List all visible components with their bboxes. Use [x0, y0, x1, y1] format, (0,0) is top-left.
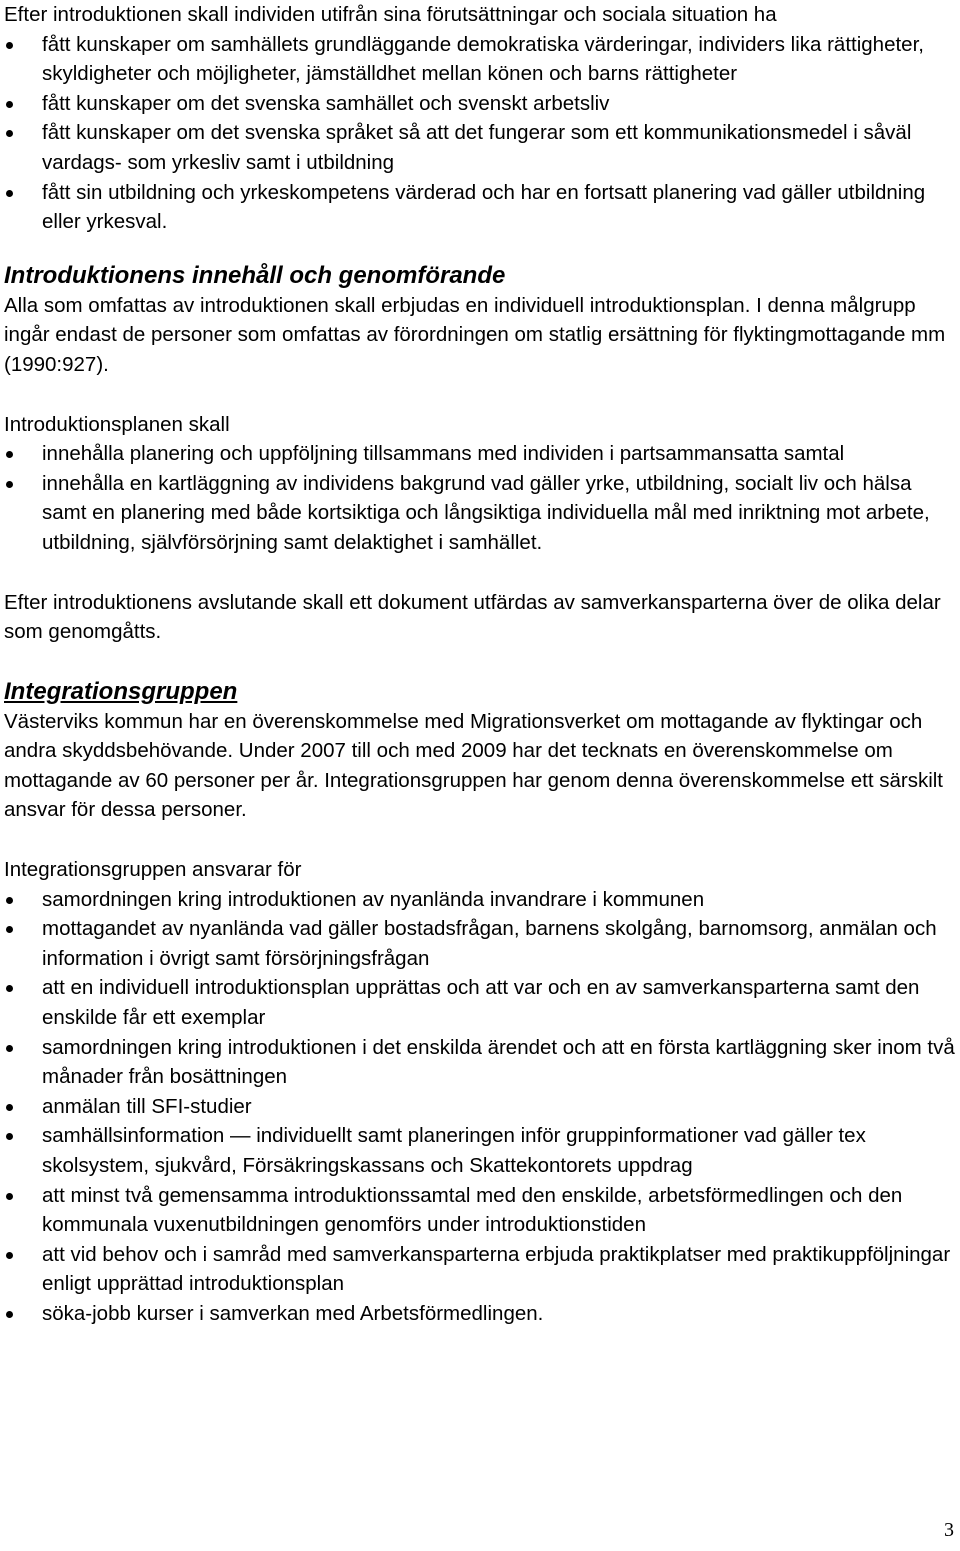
list-item: innehålla en kartläggning av individens bakgrund vad gäller yrke, utbildning, socialt liv och hälsa samt en planering med både kortsiktiga och långsiktiga individuella mål med inriktning mot arbete, utbildning, självförsörjning samt delaktighet i samhället.	[4, 469, 956, 558]
list-item: fått kunskaper om samhällets grundläggande demokratiska värderingar, individers lika rättigheter, skyldigheter och möjligheter, jämställdhet mellan könen och barns rättigheter	[4, 30, 956, 89]
page-number: 3	[944, 1519, 954, 1541]
section-heading-integrationsgruppen: Integrationsgruppen	[4, 677, 238, 705]
list-item: samordningen kring introduktionen av nyanlända invandrare i kommunen	[4, 885, 956, 915]
list-item: söka-jobb kurser i samverkan med Arbetsförmedlingen.	[4, 1299, 956, 1329]
section1-closing: Efter introduktionens avslutande skall ett dokument utfärdas av samverkansparterna över de olika delar som genomgåtts.	[4, 590, 941, 644]
intro-goals-list	[4, 30, 956, 237]
plan-lead: Introduktionsplanen skall	[4, 412, 230, 436]
list-item: fått kunskaper om det svenska samhället och svenskt arbetsliv	[4, 89, 956, 119]
list-item: innehålla planering och uppföljning tillsammans med individen i partsammansatta samtal	[4, 439, 956, 469]
responsibilities-list	[4, 885, 956, 1329]
list-item: samhällsinformation — individuellt samt planeringen inför gruppinformationer vad gäller tex skolsystem, sjukvård, Försäkringskassans och Skattekontorets uppdrag	[4, 1121, 956, 1180]
list-item: fått kunskaper om det svenska språket så att det fungerar som ett kommunikationsmedel i såväl vardags- som yrkesliv samt i utbildning	[4, 118, 956, 177]
plan-list	[4, 439, 956, 557]
responsibilities-lead: Integrationsgruppen ansvarar för	[4, 858, 302, 882]
list-item: att en individuell introduktionsplan upprättas och att var och en av samverkansparterna samt den enskilde får ett exemplar	[4, 973, 956, 1032]
list-item: anmälan till SFI-studier	[4, 1092, 956, 1122]
list-item: att vid behov och i samråd med samverkansparterna erbjuda praktikplatser med praktikuppföljningar enligt upprättad introduktionsplan	[4, 1240, 956, 1299]
intro-goals-lead: Efter introduktionen skall individen utifrån sina förutsättningar och sociala situation ha	[4, 3, 777, 26]
document-page	[4, 0, 956, 1329]
list-item: fått sin utbildning och yrkeskompetens värderad och har en fortsatt planering vad gäller utbildning eller yrkesval.	[4, 178, 956, 237]
list-item: mottagandet av nyanlända vad gäller bostadsfrågan, barnens skolgång, barnomsorg, anmälan och information i övrigt samt försörjningsfrågan	[4, 914, 956, 973]
section-heading-introduktionens-innehall: Introduktionens innehåll och genomförande	[4, 261, 506, 289]
section1-paragraph: Alla som omfattas av introduktionen skall erbjudas en individuell introduktionsplan. I denna målgrupp ingår endast de personer som omfattas av förordningen om statlig ersättning för flyktingmottagande mm (1990:927).	[4, 293, 946, 376]
section2-paragraph: Västerviks kommun har en överenskommelse med Migrationsverket om mottagande av flyktingar och andra skyddsbehövande. Under 2007 till och med 2009 har det tecknats en överenskommelse om mottagande av 60 personer per år. Integrationsgruppen har genom denna överenskommelse ett särskilt ansvar för dessa personer.	[4, 709, 943, 822]
list-item: att minst två gemensamma introduktionssamtal med den enskilde, arbetsförmedlingen och den kommunala vuxenutbildningen genomförs under introduktionstiden	[4, 1181, 956, 1240]
list-item: samordningen kring introduktionen i det enskilda ärendet och att en första kartläggning sker inom två månader från bosättningen	[4, 1033, 956, 1092]
